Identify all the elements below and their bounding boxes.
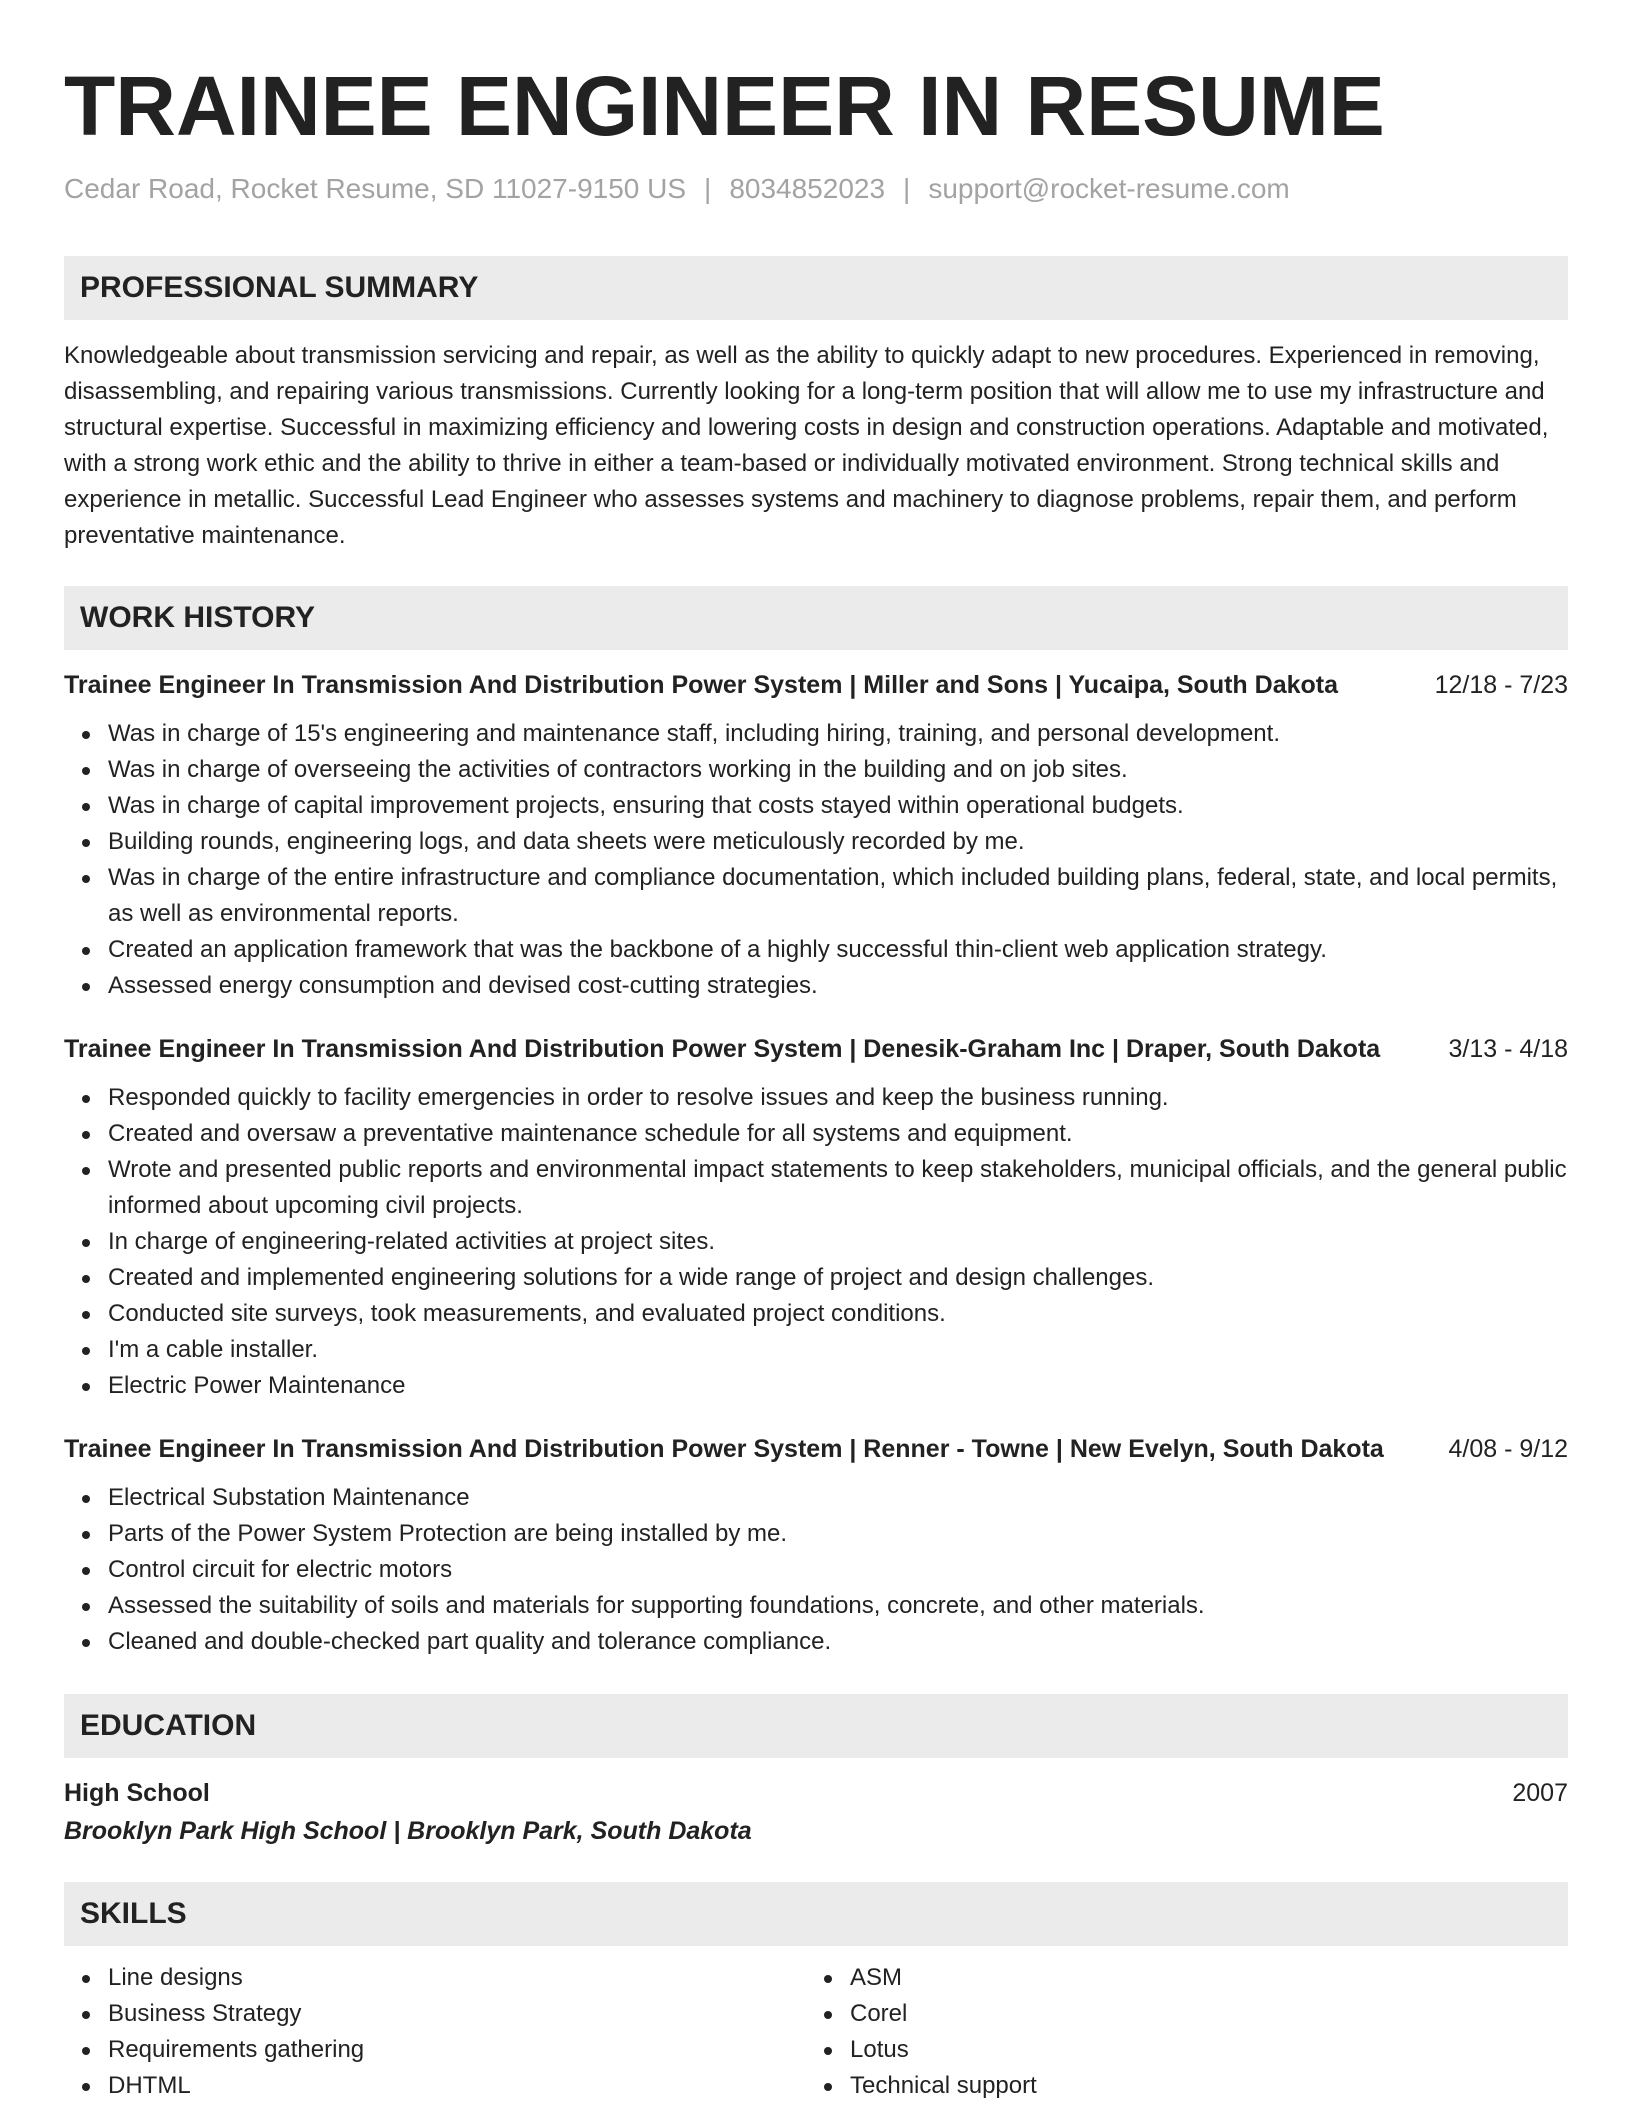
contact-email: support@rocket-resume.com: [928, 173, 1290, 204]
skill-item: Corel: [850, 1996, 1548, 2032]
job-dates: 4/08 - 9/12: [1448, 1435, 1568, 1463]
job-bullet: Responded quickly to facility emergencies in order to resolve issues and keep the business running.: [108, 1080, 1568, 1116]
education-entry: [64, 1776, 1568, 1810]
job-dates: 3/13 - 4/18: [1448, 1035, 1568, 1063]
job-bullet: Created and oversaw a preventative maintenance schedule for all systems and equipment.: [108, 1116, 1568, 1152]
job-bullets: [64, 1080, 1568, 1404]
job-title: Trainee Engineer In Transmission And Distribution Power System | Miller and Sons | Yucaipa, South Dakota: [64, 671, 1338, 699]
job-entry: [64, 668, 1568, 1004]
job-bullet: Assessed the suitability of soils and materials for supporting foundations, concrete, and other materials.: [108, 1588, 1568, 1624]
job-title: Trainee Engineer In Transmission And Distribution Power System | Renner - Towne | New Evelyn, South Dakota: [64, 1435, 1384, 1463]
job-bullet: Was in charge of capital improvement projects, ensuring that costs stayed within operational budgets.: [108, 788, 1568, 824]
contact-separator: |: [903, 173, 911, 204]
skill-item: Requirements gathering: [108, 2032, 806, 2068]
job-bullet: Cleaned and double-checked part quality and tolerance compliance.: [108, 1624, 1568, 1660]
skill-item: Lotus: [850, 2032, 1548, 2068]
resume-name: TRAINEE ENGINEER IN RESUME: [64, 59, 1385, 153]
skill-item: Line designs: [108, 1960, 806, 1996]
job-bullet: Conducted site surveys, took measurements, and evaluated project conditions.: [108, 1296, 1568, 1332]
section-header-work: WORK HISTORY: [64, 586, 1568, 650]
job-bullets: [64, 716, 1568, 1004]
contact-address: Cedar Road, Rocket Resume, SD 11027-9150 US: [64, 173, 687, 204]
skill-item: DHTML: [108, 2068, 806, 2104]
job-bullet: Was in charge of overseeing the activities of contractors working in the building and on job sites.: [108, 752, 1568, 788]
job-bullet: Created an application framework that was the backbone of a highly successful thin-client web application strategy.: [108, 932, 1568, 968]
skills-grid: [64, 1960, 1568, 2104]
job-bullet: Electrical Substation Maintenance: [108, 1480, 1568, 1516]
job-bullet: Was in charge of 15's engineering and maintenance staff, including hiring, training, and personal development.: [108, 716, 1568, 752]
contact-separator: |: [704, 173, 712, 204]
job-bullet: Building rounds, engineering logs, and data sheets were meticulously recorded by me.: [108, 824, 1568, 860]
job-bullets: [64, 1480, 1568, 1660]
section-header-summary: PROFESSIONAL SUMMARY: [64, 256, 1568, 320]
education-school: Brooklyn Park High School | Brooklyn Park, South Dakota: [64, 1817, 752, 1845]
job-title: Trainee Engineer In Transmission And Distribution Power System | Denesik-Graham Inc | Draper, South Dakota: [64, 1035, 1381, 1063]
job-bullet: In charge of engineering-related activities at project sites.: [108, 1224, 1568, 1260]
skills-list: [64, 1960, 806, 2104]
job-bullet: Electric Power Maintenance: [108, 1368, 1568, 1404]
section-header-education: EDUCATION: [64, 1694, 1568, 1758]
skills-column-right: [806, 1960, 1548, 2104]
section-header-skills: SKILLS: [64, 1882, 1568, 1946]
job-entry: [64, 1432, 1568, 1660]
skills-column-left: [64, 1960, 806, 2104]
job-header: [64, 1032, 1568, 1066]
job-bullet: I'm a cable installer.: [108, 1332, 1568, 1368]
job-bullet: Assessed energy consumption and devised cost-cutting strategies.: [108, 968, 1568, 1004]
job-dates: 12/18 - 7/23: [1434, 671, 1568, 699]
summary-text: Knowledgeable about transmission servicing and repair, as well as the ability to quickly adapt to new procedures. Experienced in removing, disassembling, and repairing various transmissions. Currently looking for a long-term position that will allow me to use my infrastructure and structural expertise. Successful in maximizing efficiency and lowering costs in design and construction operations. Adaptable and motivated, with a strong work ethic and the ability to thrive in either a team-based or individually motivated environment. Strong technical skills and experience in metallic. Successful Lead Engineer who assesses systems and machinery to diagnose problems, repair them, and perform preventative maintenance.: [64, 342, 1549, 549]
job-bullet: Control circuit for electric motors: [108, 1552, 1568, 1588]
job-header: [64, 668, 1568, 702]
job-bullet: Created and implemented engineering solutions for a wide range of project and design challenges.: [108, 1260, 1568, 1296]
education-year: 2007: [1512, 1779, 1568, 1807]
job-bullet: Wrote and presented public reports and environmental impact statements to keep stakeholders, municipal officials, and the general public informed about upcoming civil projects.: [108, 1152, 1568, 1224]
skills-list: [806, 1960, 1548, 2104]
job-bullet: Was in charge of the entire infrastructure and compliance documentation, which included building plans, federal, state, and local permits, as well as environmental reports.: [108, 860, 1568, 932]
contact-line: [64, 172, 1568, 206]
job-bullet: Parts of the Power System Protection are being installed by me.: [108, 1516, 1568, 1552]
contact-phone: 8034852023: [729, 173, 886, 204]
education-degree: High School: [64, 1779, 210, 1807]
skill-item: ASM: [850, 1960, 1548, 1996]
job-header: [64, 1432, 1568, 1466]
skill-item: Business Strategy: [108, 1996, 806, 2032]
job-entry: [64, 1032, 1568, 1404]
skill-item: Technical support: [850, 2068, 1548, 2104]
